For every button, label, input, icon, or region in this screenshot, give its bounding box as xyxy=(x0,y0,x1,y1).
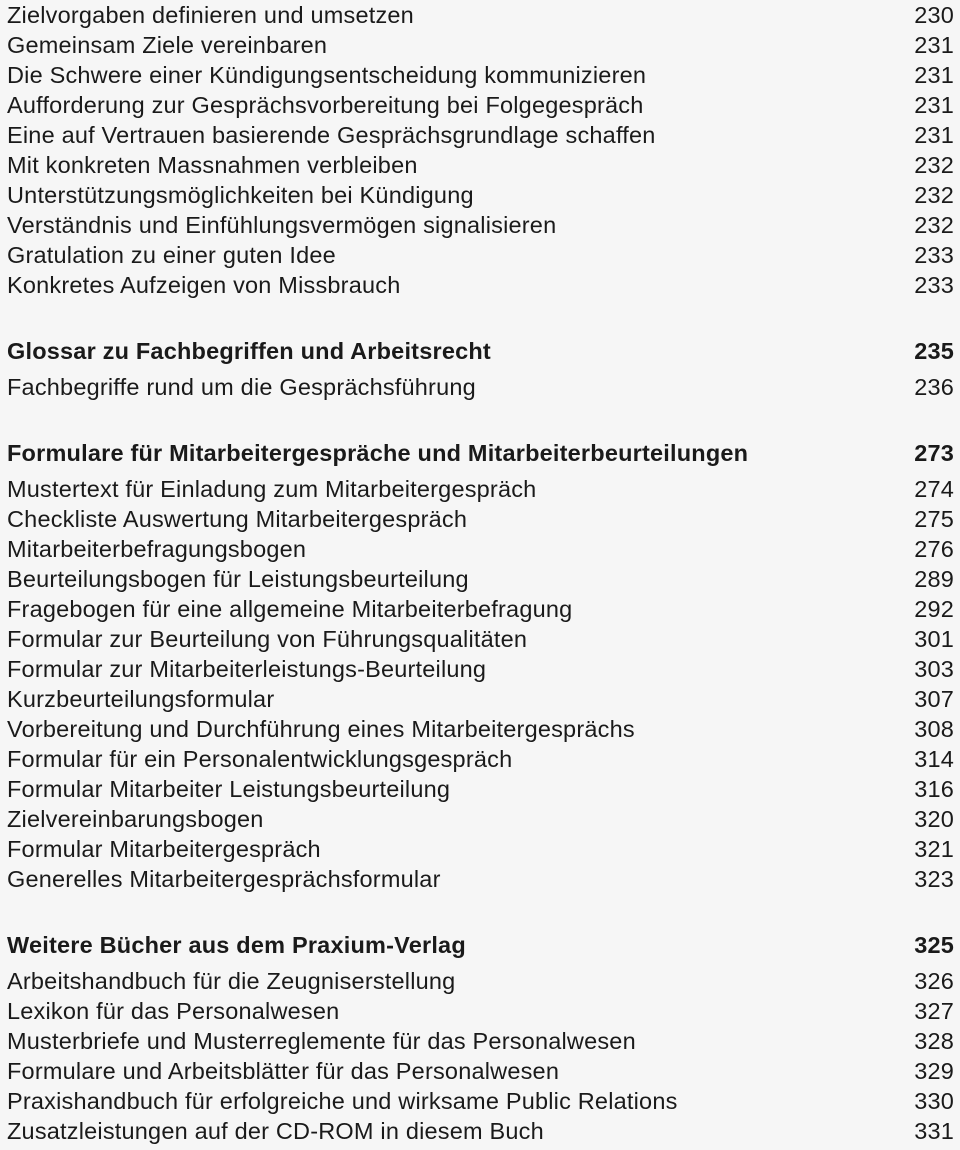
section-spacer xyxy=(7,300,954,336)
entry-page-number: 321 xyxy=(914,836,954,862)
entry-page-number: 232 xyxy=(914,212,954,238)
entry-page-number: 231 xyxy=(914,92,954,118)
toc-entry xyxy=(7,90,954,120)
entry-page-number: 303 xyxy=(914,656,954,682)
entry-page-number: 316 xyxy=(914,776,954,802)
toc-entry xyxy=(7,1116,954,1146)
entry-title: Zielvereinbarungsbogen xyxy=(7,806,264,832)
entry-page-number: 232 xyxy=(914,182,954,208)
toc-entry xyxy=(7,654,954,684)
entry-page-number: 301 xyxy=(914,626,954,652)
toc-entry xyxy=(7,60,954,90)
entry-page-number: 289 xyxy=(914,566,954,592)
toc-entry xyxy=(7,372,954,402)
toc-entry xyxy=(7,996,954,1026)
toc-entry xyxy=(7,210,954,240)
entry-page-number: 231 xyxy=(914,32,954,58)
entry-page-number: 308 xyxy=(914,716,954,742)
entry-title: Formular Mitarbeiter Leistungsbeurteilung xyxy=(7,776,451,802)
toc-entry xyxy=(7,504,954,534)
entry-page-number: 233 xyxy=(914,242,954,268)
entry-page-number: 307 xyxy=(914,686,954,712)
entry-page-number: 236 xyxy=(914,374,954,400)
section-heading-page-number: 273 xyxy=(914,440,954,466)
entry-page-number: 330 xyxy=(914,1088,954,1114)
entry-page-number: 326 xyxy=(914,968,954,994)
toc-entry xyxy=(7,624,954,654)
toc-entry xyxy=(7,120,954,150)
entry-title: Vorbereitung und Durchführung eines Mitarbeitergesprächs xyxy=(7,716,635,742)
entry-title: Mitarbeiterbefragungsbogen xyxy=(7,536,307,562)
toc-entry xyxy=(7,1086,954,1116)
section-heading xyxy=(7,930,954,960)
toc-entry xyxy=(7,966,954,996)
toc-entry xyxy=(7,1056,954,1086)
entry-page-number: 328 xyxy=(914,1028,954,1054)
entry-page-number: 274 xyxy=(914,476,954,502)
toc-entry xyxy=(7,180,954,210)
entry-title: Lexikon für das Personalwesen xyxy=(7,998,340,1024)
entry-page-number: 276 xyxy=(914,536,954,562)
toc-entry xyxy=(7,564,954,594)
entry-page-number: 323 xyxy=(914,866,954,892)
entry-title: Fachbegriffe rund um die Gesprächsführung xyxy=(7,374,476,400)
entry-title: Formular für ein Personalentwicklungsgespräch xyxy=(7,746,513,772)
toc-entry xyxy=(7,834,954,864)
toc-entry xyxy=(7,864,954,894)
entry-page-number: 331 xyxy=(914,1118,954,1144)
toc-entry xyxy=(7,774,954,804)
entry-title: Arbeitshandbuch für die Zeugniserstellung xyxy=(7,968,456,994)
entry-page-number: 320 xyxy=(914,806,954,832)
section-heading-page-number: 325 xyxy=(914,932,954,958)
section-spacer xyxy=(7,402,954,438)
section-heading xyxy=(7,438,954,468)
entry-title: Praxishandbuch für erfolgreiche und wirksame Public Relations xyxy=(7,1088,678,1114)
entry-title: Fragebogen für eine allgemeine Mitarbeiterbefragung xyxy=(7,596,573,622)
toc-section-glossar xyxy=(7,336,954,402)
entry-title: Zielvorgaben definieren und umsetzen xyxy=(7,2,414,28)
entry-title: Zusatzleistungen auf der CD-ROM in diesem Buch xyxy=(7,1118,544,1144)
entry-page-number: 231 xyxy=(914,122,954,148)
entry-title: Gratulation zu einer guten Idee xyxy=(7,242,336,268)
toc-entry xyxy=(7,594,954,624)
entry-page-number: 231 xyxy=(914,62,954,88)
entry-page-number: 230 xyxy=(914,2,954,28)
entry-title: Konkretes Aufzeigen von Missbrauch xyxy=(7,272,401,298)
toc-entry xyxy=(7,474,954,504)
toc-entry xyxy=(7,684,954,714)
entry-title: Gemeinsam Ziele vereinbaren xyxy=(7,32,328,58)
entry-page-number: 275 xyxy=(914,506,954,532)
entry-page-number: 329 xyxy=(914,1058,954,1084)
entry-title: Mustertext für Einladung zum Mitarbeitergespräch xyxy=(7,476,537,502)
entry-title: Unterstützungsmöglichkeiten bei Kündigung xyxy=(7,182,474,208)
toc-entry xyxy=(7,714,954,744)
entry-page-number: 327 xyxy=(914,998,954,1024)
entry-title: Aufforderung zur Gesprächsvorbereitung bei Folgegespräch xyxy=(7,92,644,118)
entry-title: Formular zur Beurteilung von Führungsqualitäten xyxy=(7,626,528,652)
entry-title: Musterbriefe und Musterreglemente für das Personalwesen xyxy=(7,1028,636,1054)
entry-title: Die Schwere einer Kündigungsentscheidung kommunizieren xyxy=(7,62,647,88)
entry-title: Formulare und Arbeitsblätter für das Personalwesen xyxy=(7,1058,560,1084)
section-heading-title: Formulare für Mitarbeitergespräche und Mitarbeiterbeurteilungen xyxy=(7,440,749,466)
entry-title: Formular zur Mitarbeiterleistungs-Beurteilung xyxy=(7,656,487,682)
entry-page-number: 314 xyxy=(914,746,954,772)
toc-entry xyxy=(7,150,954,180)
toc-entry xyxy=(7,804,954,834)
entry-page-number: 292 xyxy=(914,596,954,622)
section-heading xyxy=(7,336,954,366)
toc-section-weitere-buecher xyxy=(7,930,954,1146)
toc-top-list xyxy=(7,0,954,300)
section-heading-title: Glossar zu Fachbegriffen und Arbeitsrecht xyxy=(7,338,491,364)
toc-entry xyxy=(7,0,954,30)
entry-title: Mit konkreten Massnahmen verbleiben xyxy=(7,152,418,178)
toc-entry xyxy=(7,270,954,300)
section-heading-title: Weitere Bücher aus dem Praxium-Verlag xyxy=(7,932,466,958)
toc-entry xyxy=(7,744,954,774)
entry-title: Formular Mitarbeitergespräch xyxy=(7,836,321,862)
toc-entry xyxy=(7,240,954,270)
entry-title: Verständnis und Einfühlungsvermögen signalisieren xyxy=(7,212,557,238)
entry-title: Beurteilungsbogen für Leistungsbeurteilung xyxy=(7,566,469,592)
entry-title: Eine auf Vertrauen basierende Gesprächsgrundlage schaffen xyxy=(7,122,656,148)
entry-title: Kurzbeurteilungsformular xyxy=(7,686,275,712)
section-spacer xyxy=(7,894,954,930)
section-heading-page-number: 235 xyxy=(914,338,954,364)
toc-entry xyxy=(7,30,954,60)
entry-page-number: 232 xyxy=(914,152,954,178)
entry-title: Generelles Mitarbeitergesprächsformular xyxy=(7,866,441,892)
entry-page-number: 233 xyxy=(914,272,954,298)
toc-section-formulare xyxy=(7,438,954,894)
toc-entry xyxy=(7,534,954,564)
toc-entry xyxy=(7,1026,954,1056)
entry-title: Checkliste Auswertung Mitarbeitergespräch xyxy=(7,506,468,532)
